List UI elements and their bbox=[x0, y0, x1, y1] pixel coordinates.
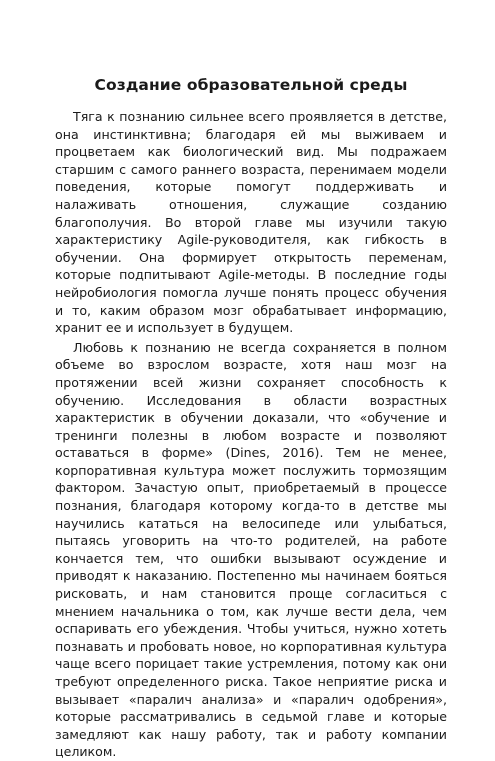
paragraph-1: Тяга к познанию сильнее всего проявляется в детстве, она инстинктивна; благодаря ей мы выживаем и процветаем как биологический вид. Мы подражаем старшим с самого раннего возраста, перенимаем модели поведения, которые помогут поддерживать и налаживать отношения, служащие созданию благополучия. Во второй главе мы изучили такую характеристику Agile-руководителя, как гибкость в обучении. Она формирует открытость переменам, которые подпитывают Agile-методы. В последние годы нейробиология помогла лучше понять процесс обучения и то, каким образом мозг обрабатывает информацию, хранит ее и использует в будущем. bbox=[55, 109, 447, 336]
section-title: Создание образовательной среды bbox=[94, 76, 408, 94]
paragraph-2: Любовь к познанию не всегда сохраняется в полном объеме во взрослом возрасте, хотя наш мозг на протяжении всей жизни сохраняет способность к обучению. Исследования в области возрастных характеристик в обучении доказали, что «обучение и тренинги полезны в любом возрасте и позволяют оставаться в форме» (Dines, 2016). Тем не менее, корпоративная культура может послужить тормозящим фактором. Зачастую опыт, приобретаемый в процессе познания, благодаря которому когда-то в детстве мы научились кататься на велосипеде или улыбаться, пытаясь уговорить на что-то родителей, на работе кончается тем, что ошибки вызывают осуждение и приводят к наказанию. Постепенно мы начинаем бояться рисковать, и нам становится проще согласиться с мнением начальника о том, как лучше вести дела, чем оспаривать его убеждения. Чтобы учиться, нужно хотеть познавать и пробовать новое, но корпоративная культура чаще всего порицает такие устремления, потому как они требуют определенного риска. Такое неприятие риска и вызывает «паралич анализа» и «паралич одобрения», которые рассматривались в седьмой главе и которые замедляют как нашу работу, так и работу компании целиком. bbox=[55, 339, 447, 760]
